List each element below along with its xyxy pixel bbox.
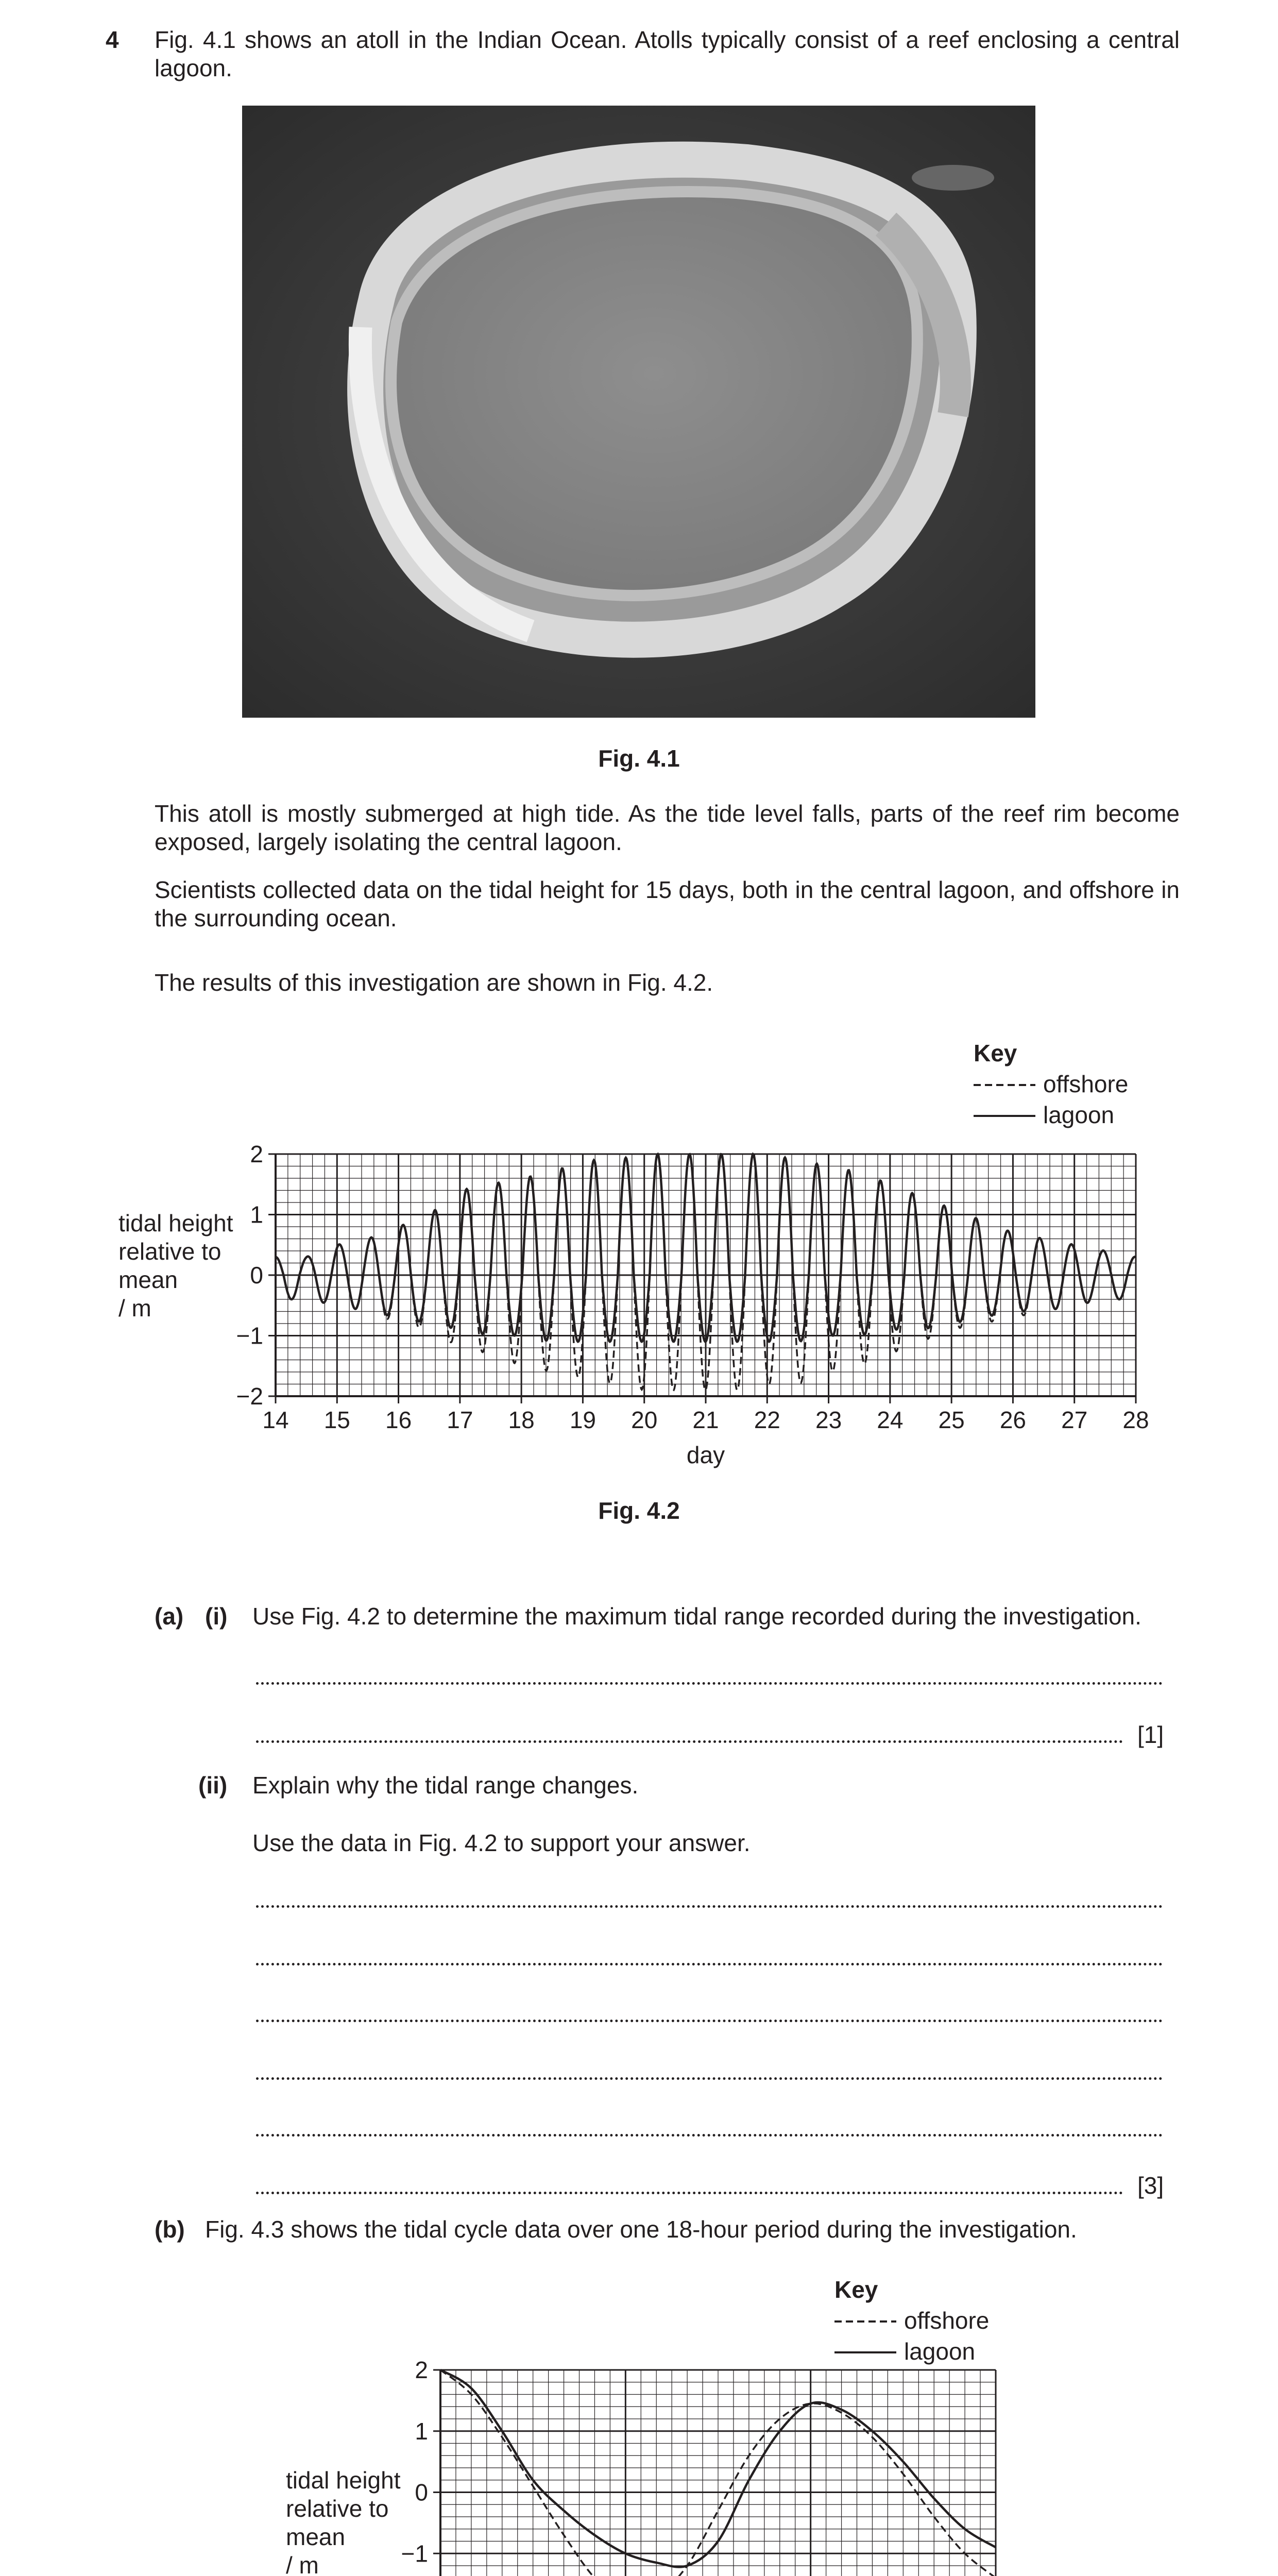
- y-axis-label: mean: [118, 1266, 178, 1293]
- legend-label-lagoon: lagoon: [904, 2338, 976, 2365]
- part-aii-text1: Explain why the tidal range changes.: [252, 1772, 639, 1799]
- fig43-chart: [0, 2262, 1278, 2576]
- y-tick-label: −1: [401, 2540, 428, 2567]
- fig41-caption: Fig. 4.1: [598, 745, 680, 772]
- part-aii-label: (ii): [198, 1772, 228, 1799]
- x-tick-label: 27: [1061, 1406, 1088, 1433]
- x-tick-label: 23: [815, 1406, 842, 1433]
- y-axis-label: tidal height: [286, 2467, 401, 2494]
- x-tick-label: 28: [1122, 1406, 1149, 1433]
- y-tick-label: 0: [250, 1262, 263, 1289]
- legend-title: Key: [974, 1040, 1017, 1066]
- para2-text: Scientists collected data on the tidal height for 15 days, both in the central lagoon, and offshore in the surrounding ocean.: [155, 876, 1180, 931]
- y-tick-label: −1: [236, 1322, 263, 1349]
- x-tick-label: 14: [262, 1406, 289, 1433]
- part-ai-text: Use Fig. 4.2 to determine the maximum tidal range recorded during the investigation.: [252, 1603, 1141, 1630]
- x-tick-label: 16: [385, 1406, 412, 1433]
- x-tick-label: 17: [447, 1406, 473, 1433]
- answer-line[interactable]: [256, 2077, 1163, 2080]
- answer-line[interactable]: [256, 1740, 1123, 1743]
- paragraph-1: [155, 800, 1180, 856]
- atoll-photo: [242, 106, 1035, 718]
- legend-label-offshore: offshore: [1043, 1071, 1129, 1097]
- answer-line[interactable]: [256, 1905, 1163, 1908]
- answer-line[interactable]: [256, 2134, 1163, 2137]
- x-tick-label: 21: [692, 1406, 719, 1433]
- question-number: 4: [106, 26, 119, 53]
- marks-ai: [1]: [1137, 1721, 1164, 1748]
- y-axis-label: tidal height: [118, 1210, 233, 1236]
- x-axis-label: day: [686, 1442, 725, 1468]
- legend-title: Key: [834, 2276, 878, 2303]
- y-axis-label: / m: [286, 2552, 319, 2576]
- answer-line[interactable]: [256, 1963, 1163, 1965]
- answer-line[interactable]: [256, 2192, 1123, 2194]
- legend-label-offshore: offshore: [904, 2307, 990, 2334]
- x-tick-label: 15: [323, 1406, 350, 1433]
- answer-line[interactable]: [256, 1682, 1163, 1685]
- part-a-label: (a): [155, 1603, 184, 1630]
- paragraph-2: [155, 876, 1180, 933]
- x-tick-label: 20: [631, 1406, 658, 1433]
- x-tick-label: 22: [754, 1406, 780, 1433]
- part-b-text: Fig. 4.3 shows the tidal cycle data over one 18-hour period during the investigation.: [205, 2216, 1077, 2243]
- y-tick-label: 2: [250, 1141, 263, 1167]
- legend-label-lagoon: lagoon: [1043, 1101, 1115, 1128]
- y-axis-label: / m: [118, 1295, 151, 1321]
- marks-aii: [3]: [1137, 2172, 1164, 2199]
- part-aii-text2: Use the data in Fig. 4.2 to support your answer.: [252, 1829, 751, 1856]
- paragraph-3: [155, 969, 1180, 997]
- part-b-label: (b): [155, 2216, 185, 2243]
- x-tick-label: 18: [508, 1406, 535, 1433]
- x-tick-label: 25: [938, 1406, 965, 1433]
- para1-text: This atoll is mostly submerged at high tide. As the tide level falls, parts of the reef rim become exposed, largely isolating the central lagoon.: [155, 800, 1180, 855]
- y-tick-label: 1: [250, 1201, 263, 1228]
- x-tick-label: 26: [999, 1406, 1027, 1433]
- y-axis-label: relative to: [118, 1238, 221, 1265]
- x-tick-label: 19: [569, 1406, 597, 1433]
- y-tick-label: 1: [415, 2417, 428, 2445]
- fig42-chart: [0, 1025, 1278, 1515]
- para3-text: The results of this investigation are shown in Fig. 4.2.: [155, 969, 713, 996]
- fig42-caption: Fig. 4.2: [598, 1497, 680, 1524]
- y-tick-label: 0: [415, 2479, 428, 2506]
- part-ai-label: (i): [205, 1603, 228, 1630]
- y-tick-label: −2: [236, 1383, 263, 1410]
- x-tick-label: 24: [877, 1406, 904, 1433]
- y-axis-label: relative to: [286, 2495, 389, 2522]
- y-axis-label: mean: [286, 2523, 346, 2550]
- intro-text: Fig. 4.1 shows an atoll in the Indian Ocean. Atolls typically consist of a reef enclosing a central lagoon.: [155, 26, 1180, 81]
- y-tick-label: 2: [415, 2357, 428, 2383]
- question-intro: [155, 26, 1180, 82]
- answer-line[interactable]: [256, 2020, 1163, 2022]
